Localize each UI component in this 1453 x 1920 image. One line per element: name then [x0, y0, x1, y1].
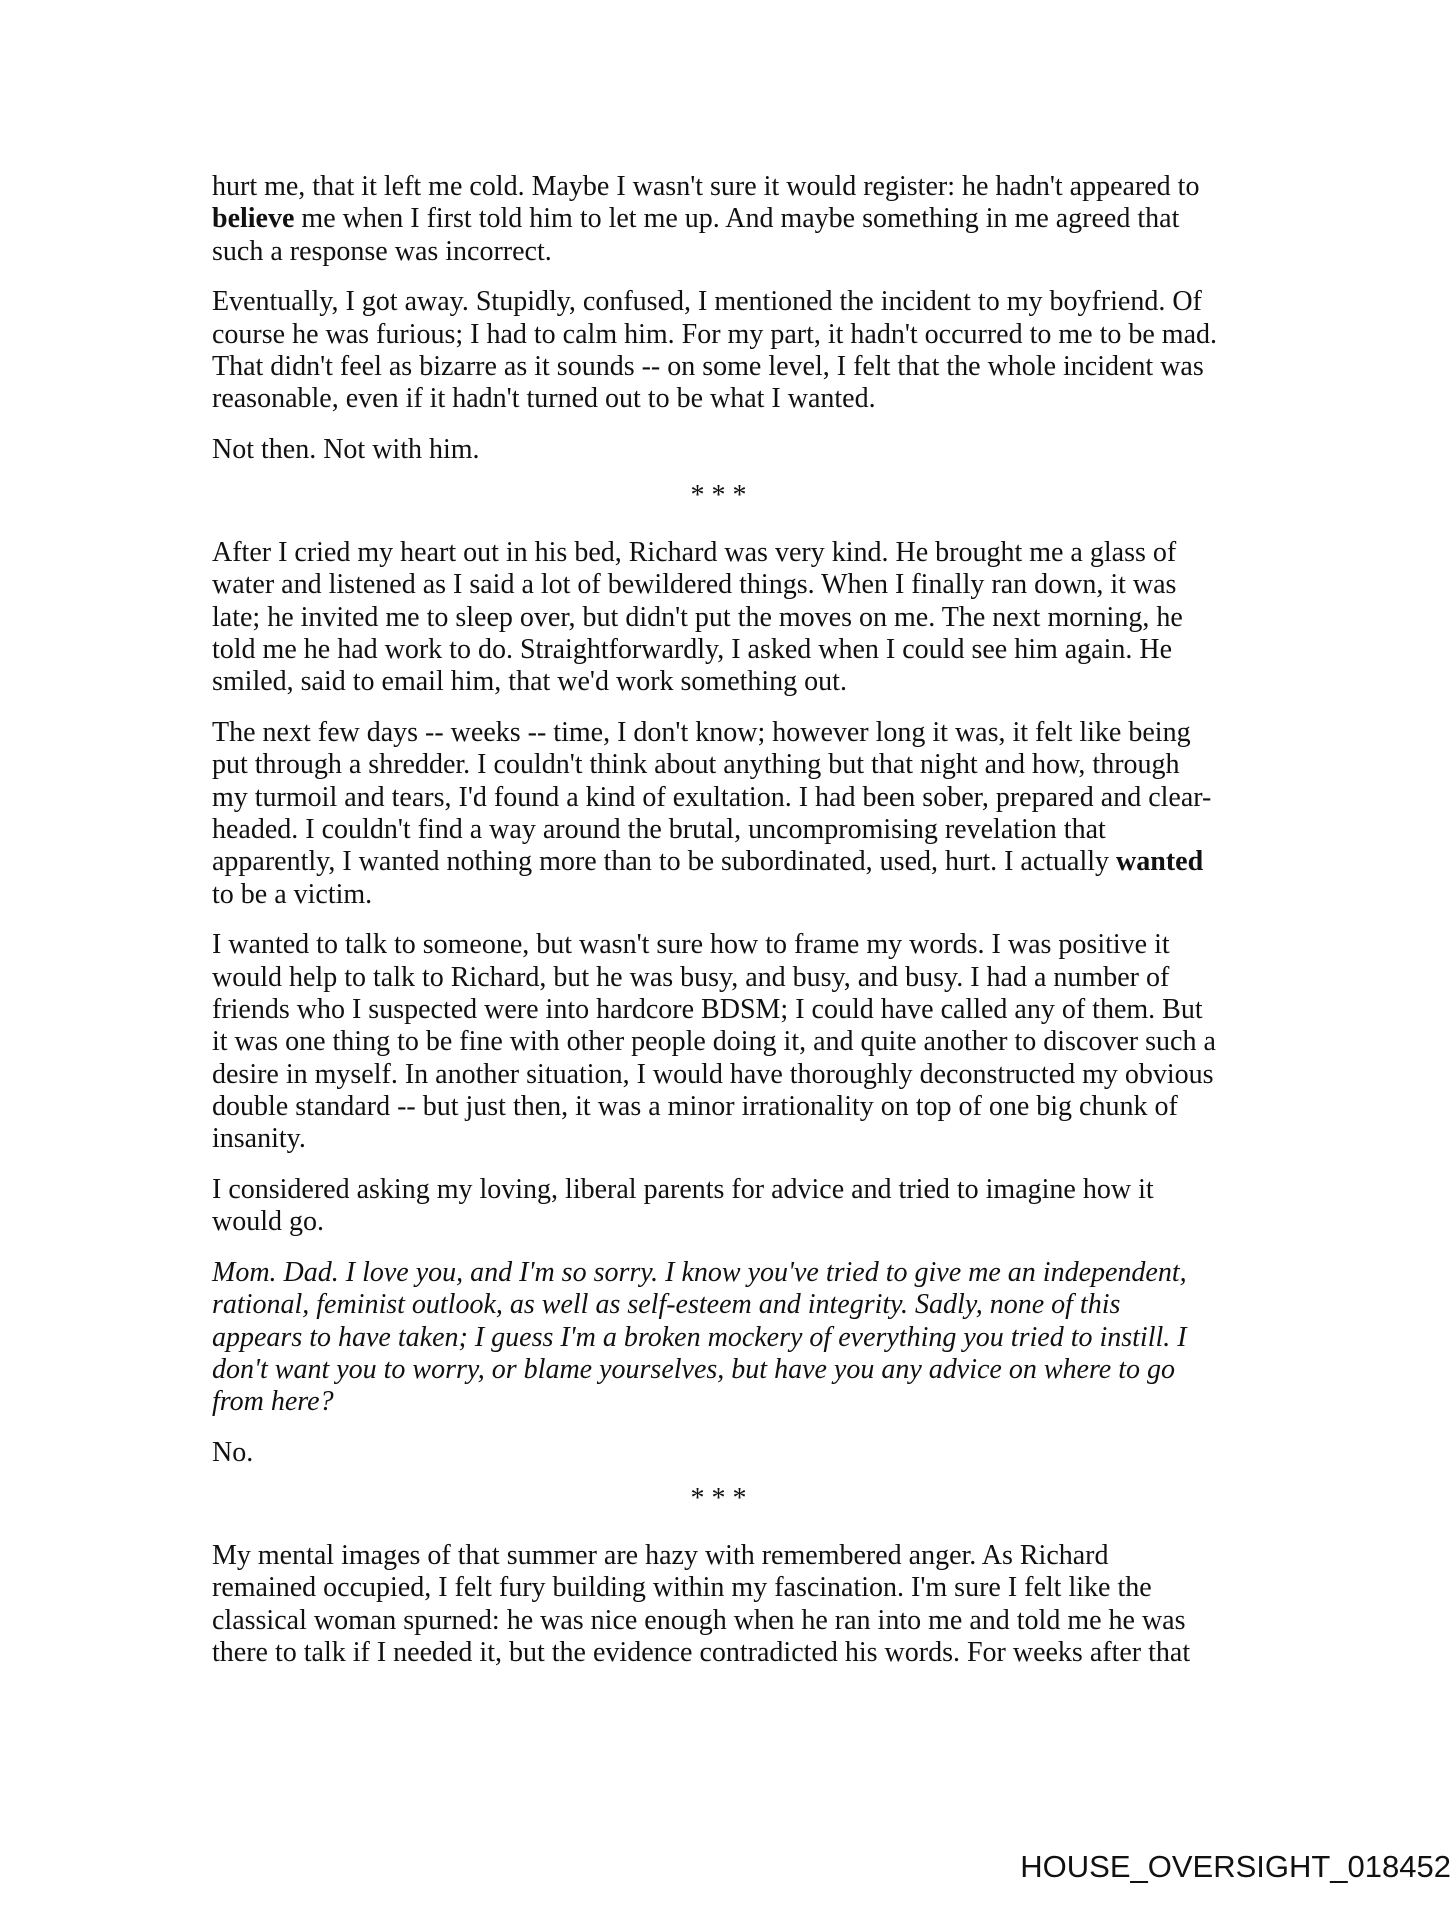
text-line: I wanted to talk to someone, but wasn't sure how to frame my words. I was positive it: [212, 929, 1170, 961]
paragraph: [212, 434, 1241, 466]
text-line: [212, 846, 1241, 878]
text-line: such a response was incorrect.: [212, 235, 552, 267]
bold-emphasis: believe: [212, 203, 295, 235]
text-line: smiled, said to email him, that we'd work something out.: [212, 666, 847, 698]
text-line: put through a shredder. I couldn't think about anything but that night and how, through: [212, 749, 1180, 781]
paragraph: [212, 286, 1241, 415]
bold-emphasis: wanted: [1116, 846, 1204, 878]
text-line: told me he had work to do. Straightforwardly, I asked when I could see him again. He: [212, 634, 1173, 666]
text-run: apparently, I wanted nothing more than to be subordinated, used, hurt. I actually: [212, 846, 1117, 878]
text-line: The next few days -- weeks -- time, I don't know; however long it was, it felt like being: [212, 717, 1191, 749]
paragraph: [212, 1540, 1241, 1669]
text-line: course he was furious; I had to calm him. For my part, it hadn't occurred to me to be mad.: [212, 318, 1218, 350]
text-line: don't want you to worry, or blame yourselves, but have you any advice on where to go: [212, 1353, 1176, 1385]
text-line: hurt me, that it left me cold. Maybe I wasn't sure it would register: he hadn't appeared to: [212, 171, 1200, 202]
text-line: Eventually, I got away. Stupidly, confused, I mentioned the incident to my boyfriend. Of: [212, 286, 1202, 318]
paragraph: [212, 537, 1241, 698]
text-line: reasonable, even if it hadn't turned out to be what I wanted.: [212, 383, 876, 415]
bates-number: HOUSE_OVERSIGHT_018452: [1020, 1849, 1451, 1884]
section-break: * * *: [690, 1483, 747, 1515]
text-line: appears to have taken; I guess I'm a broken mockery of everything you tried to instill. I: [212, 1321, 1187, 1353]
text-line: Not then. Not with him.: [212, 434, 480, 466]
paragraph: [212, 1174, 1241, 1239]
text-line: water and listened as I said a lot of bewildered things. When I finally ran down, it was: [212, 569, 1177, 601]
text-line: from here?: [212, 1386, 334, 1418]
section-break: * * *: [690, 480, 747, 512]
text-line: there to talk if I needed it, but the evidence contradicted his words. For weeks after that: [212, 1637, 1191, 1669]
text-line: to be a victim.: [212, 878, 373, 910]
text-line: Mom. Dad. I love you, and I'm so sorry. I know you've tried to give me an independent,: [212, 1257, 1187, 1289]
text-line: it was one thing to be fine with other people doing it, and quite another to discover such a: [212, 1026, 1216, 1058]
document-body: [212, 171, 1241, 1669]
italic-paragraph: [212, 1257, 1241, 1418]
text-line: I considered asking my loving, liberal parents for advice and tried to imagine how it: [212, 1174, 1154, 1205]
text-line: double standard -- but just then, it was a minor irrationality on top of one big chunk of: [212, 1090, 1178, 1122]
text-line: insanity.: [212, 1123, 306, 1155]
text-line: That didn't feel as bizarre as it sounds -- on some level, I felt that the whole incident was: [212, 350, 1204, 382]
text-line: remained occupied, I felt fury building within my fascination. I'm sure I felt like the: [212, 1572, 1152, 1604]
paragraph: [212, 717, 1241, 911]
text-line: [212, 203, 1241, 235]
text-line: No.: [212, 1437, 254, 1469]
text-line: classical woman spurned: he was nice enough when he ran into me and told me he was: [212, 1604, 1186, 1636]
text-line: After I cried my heart out in his bed, Richard was very kind. He brought me a glass of: [212, 537, 1177, 569]
text-line: would help to talk to Richard, but he was busy, and busy, and busy. I had a number of: [212, 961, 1170, 993]
text-line: headed. I couldn't find a way around the brutal, uncompromising revelation that: [212, 814, 1106, 846]
paragraph: [212, 171, 1241, 268]
text-line: rational, feminist outlook, as well as self-esteem and integrity. Sadly, none of this: [212, 1289, 1121, 1321]
text-line: friends who I suspected were into hardcore BDSM; I could have called any of them. But: [212, 994, 1203, 1026]
text-line: late; he invited me to sleep over, but didn't put the moves on me. The next morning, he: [212, 601, 1183, 633]
text-line: my turmoil and tears, I'd found a kind of exultation. I had been sober, prepared and clear-: [212, 781, 1212, 813]
text-line: desire in myself. In another situation, I would have thoroughly deconstructed my obvious: [212, 1058, 1214, 1090]
paragraph: [212, 929, 1241, 1155]
text-line: would go.: [212, 1206, 324, 1238]
paragraph: [212, 1437, 1241, 1469]
text-run: me when I first told him to let me up. And maybe something in me agreed that: [294, 203, 1180, 235]
text-line: My mental images of that summer are hazy with remembered anger. As Richard: [212, 1540, 1109, 1572]
